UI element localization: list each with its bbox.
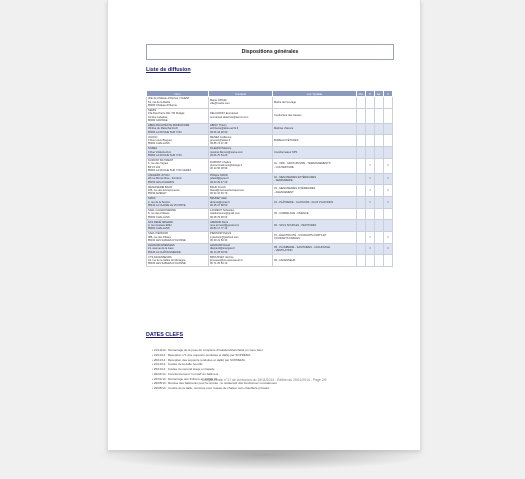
row-nom: SMAS 2, rue de la Source 85310 LA CHAIZE LE VICOMTE	[147, 196, 209, 208]
row-contacts: PIEDNOIR Patrick p.piednoir@piednoir.com 06 40 21 84 33	[209, 231, 273, 243]
row-nom: SARL PIEDNOIR 988, rue des Pilotes 85100 LES SABLES D'OLONNE	[147, 231, 209, 243]
row-p	[366, 97, 375, 109]
table-row	[147, 243, 393, 255]
row-lot: 09 - ASCENSEUR	[273, 255, 357, 267]
row-nom: CTS ASCENSEURS 24, rue de la Vallée de Mortagne 85100 LES SABLES D'OLONNE	[147, 255, 209, 267]
row-abs	[357, 173, 366, 185]
row-abs	[357, 243, 366, 255]
row-ex	[375, 231, 384, 243]
row-p: •	[366, 196, 375, 208]
list-item: • 02/01/14 : Fonctionnement "normal" du bâtiment	[152, 372, 392, 377]
table-row	[147, 108, 393, 123]
row-contacts: ARMAND René rene.armand@gmail.com 06 84 17 77 14	[209, 220, 273, 232]
row-lot: BUREAU D'ÉTUDES	[273, 135, 357, 147]
list-item: • 29/05/14 : Remise des bâtiments pour la rentrée : le restaurant doit fonctionner normalement	[152, 381, 392, 386]
row-p: •	[366, 231, 375, 243]
key-dates-heading: DATES CLEFS	[146, 332, 184, 338]
row-nom: SOREA 9 Rue Viollet-le-Duc 85000 LA ROCHE SUR YON	[147, 146, 209, 158]
list-item: • 29/05/14 : Coulée de la dalle, nommée pour réseau de chaleur vers chaufferie primaire	[152, 386, 392, 391]
row-nom: ATELIERS JOYAU 28 rue Bonne Rive - ZA Nord 85150 LES ACHARDS	[147, 173, 209, 185]
table-row	[147, 255, 393, 267]
row-contacts: DELACROIX Emmanuel emmanuel.delacroix@semis.com	[209, 108, 273, 123]
row-contacts: FILEMON Maxime maxime.filemon@sorea.com 06 06 70 54 29	[209, 146, 273, 158]
header-abs: Abs.	[358, 91, 364, 96]
row-lot: 08 - PLOMBERIE - SANITAIRES - CHAUFFAGE - VENTILATION	[273, 243, 357, 255]
row-ex	[375, 158, 384, 173]
list-item: • 20/11/14 : Réception des supports (enduites et dallé) par SOPREMA	[152, 358, 392, 363]
row-c	[384, 135, 393, 147]
list-item: • 25/11/14 : Coulée du second étage en façade	[152, 367, 392, 372]
row-abs	[357, 97, 366, 109]
document-title: Dispositions générales	[146, 44, 394, 60]
row-ex	[375, 123, 384, 135]
row-lot: 04 - PLÂTRERIE - CLOISONS - FAUX PLAFONDS	[273, 196, 357, 208]
row-c: •	[384, 243, 393, 255]
row-lot: 03 - MENUISERIES INTÉRIEURES - AGENCEMENT	[273, 185, 357, 197]
row-p: •	[366, 243, 375, 255]
table-row	[147, 97, 393, 109]
row-c	[384, 123, 393, 135]
row-contacts: BAUD Franck fbaud@menuiserie-baud.com 06 34 16 45 79	[209, 185, 273, 197]
row-c	[384, 255, 393, 267]
table-row	[147, 220, 393, 232]
row-nom: Ville de Château-d'Olonne / CLIENT 53, rue de la Mairie 85180 Château-d'Olonne	[147, 97, 209, 109]
row-nom: SEMIS 15a Rue Pierre Ritt / 65 Pelagie 44 Rue Labaisse 86000 GRONGE	[147, 108, 209, 123]
row-abs	[357, 255, 366, 267]
row-lot: 05 - CARRELAGE - FAÏENCE	[273, 208, 357, 220]
row-c: •	[384, 173, 393, 185]
row-contacts: BRUNET Alain abrunet@smas.fr 06 45 27 88 50	[209, 196, 273, 208]
header-ex: Ex.	[375, 91, 384, 97]
list-item: • 22/01/14 : Démarrage des finitions en ZONE 02	[152, 377, 392, 382]
list-item: • 21/11/14 : Coulée de la dalle hourdis	[152, 362, 392, 367]
row-nom: SARL CALEDONIENNE 8, rue des Artisans 85300 CHALLANS	[147, 208, 209, 220]
key-dates-list	[152, 348, 392, 391]
row-ex	[375, 208, 384, 220]
distribution-list-heading: Liste de diffusion	[146, 67, 191, 73]
row-c	[384, 220, 393, 232]
row-lot: Maître de l'ouvrage	[273, 97, 357, 109]
document-page	[107, 0, 421, 450]
table-row	[147, 146, 393, 158]
row-ex	[375, 220, 384, 232]
row-c: •	[384, 231, 393, 243]
row-c	[384, 97, 393, 109]
row-contacts: DUMONT Charles dumont.batiment@orange.fr 06 14 56 28 99	[209, 158, 273, 173]
list-item: • 21/10/14 : Démarrage de la pose du complexe d'isolation/étanchéité en zone haut	[152, 348, 392, 353]
row-nom: SAS RENÉ ARMAND 3, rue Gustave Eiffel 85300 CHALLANS	[147, 220, 209, 232]
row-abs	[357, 158, 366, 173]
row-ex	[375, 173, 384, 185]
row-lot: Conducteur des travaux	[273, 108, 357, 123]
table-row	[147, 173, 393, 185]
table-row	[147, 185, 393, 197]
row-p	[366, 208, 375, 220]
table-row	[147, 135, 393, 147]
row-p: •	[366, 185, 375, 197]
row-lot: Maîtrise d'œuvre	[273, 123, 357, 135]
row-abs	[357, 123, 366, 135]
row-c: •	[384, 196, 393, 208]
row-contacts: Mairie OPGSF ville@mairie.com	[209, 97, 273, 109]
row-p	[366, 135, 375, 147]
row-c	[384, 108, 393, 123]
row-lot: 02 - MENUISERIES EXTÉRIEURES - SERRURERIE	[273, 173, 357, 185]
row-ex	[375, 243, 384, 255]
row-p	[366, 146, 375, 158]
table-row	[147, 123, 393, 135]
row-abs	[357, 220, 366, 232]
row-c: •	[384, 185, 393, 197]
row-ex	[375, 255, 384, 267]
row-abs	[357, 231, 366, 243]
row-abs	[357, 146, 366, 158]
distribution-table	[146, 90, 393, 267]
row-nom: DUMONT BÂTIMENT 5, rue des Vignes BP 15 103 85001 LA ROCHE SUR YON CEDEX	[147, 158, 209, 173]
list-item: • 19/11/14 : Réception n°1 des supports (enduites et dallé) par SOPREMA	[152, 353, 392, 358]
row-contacts: MENEZ Guillaume gmenez@oldoo.fr 06 86 74 27 48	[209, 135, 273, 147]
row-nom: OLDOO 9 Rue Louis Breguet 85300 CHALLANS	[147, 135, 209, 147]
row-p	[366, 108, 375, 123]
row-c: •	[384, 158, 393, 173]
row-lot: 07 - ÉLECTRICITÉ - COURANTS FORTS ET COURANTS FAIBLES	[273, 231, 357, 243]
row-lot: 06 - SOLS SOUPLES - PEINTURES	[273, 220, 357, 232]
row-contacts: Philippe DAVID pdavid@joyau.fr 06 03 29 47 29	[209, 173, 273, 185]
row-abs	[357, 108, 366, 123]
page-footer: Compte-rendu n°17 de la réunion du 19/11/2014 - Édition du 25/11/2014 - Page 2/9	[201, 378, 327, 382]
row-p	[366, 220, 375, 232]
row-ex	[375, 97, 384, 109]
row-c	[384, 208, 393, 220]
row-nom: ABES ARCHITECTE MANDATAIRE 39 Rue du Maréchal Foch 85000 LA ROCHE SUR YON	[147, 123, 209, 135]
table-row	[147, 196, 393, 208]
row-abs	[357, 208, 366, 220]
table-row	[147, 158, 393, 173]
header-contacts: Contacts	[209, 91, 273, 97]
row-p: •	[366, 158, 375, 173]
header-nom: Nom	[147, 91, 209, 97]
table-row	[147, 231, 393, 243]
row-lot: 01 - VRD - GROS ŒUVRE - TERRASSEMENTS - COUVERTURE	[273, 158, 357, 173]
row-contacts: LAURENT Sébastien caledonienne@gmail.com 06 28 79 48 03	[209, 208, 273, 220]
row-lot: Coordonnateur SPS	[273, 146, 357, 158]
row-contacts: LEGRAND David dlegrand@energies.fr 06 14 28 63 90	[209, 243, 273, 255]
row-c	[384, 146, 393, 158]
header-lot: Lot / Qualité	[273, 91, 357, 97]
row-contacts: BROUSSET Jérôme jbrousset@cts-ascenseurs.fr 06 71 25 84 19	[209, 255, 273, 267]
row-ex	[375, 185, 384, 197]
row-abs	[357, 185, 366, 197]
row-p	[366, 123, 375, 135]
header-c: C	[384, 91, 393, 97]
row-contacts: ABIOU Thierry architecte@abes-archi.fr 06 06 44 48 90	[209, 123, 273, 135]
row-nom: LEGRAND ÉNERGIES 21, avenue de la Gare 85120 LA CHÂTAIGNERAIE	[147, 243, 209, 255]
row-p	[366, 255, 375, 267]
row-p: •	[366, 173, 375, 185]
row-ex	[375, 196, 384, 208]
row-abs	[357, 196, 366, 208]
row-ex	[375, 108, 384, 123]
header-p: P	[366, 91, 375, 97]
row-abs	[357, 135, 366, 147]
table-row	[147, 208, 393, 220]
row-ex	[375, 146, 384, 158]
row-nom: MENUISERIE BAUD 186, rue des Entrepreneurs 85190 AIZENAY	[147, 185, 209, 197]
row-ex	[375, 135, 384, 147]
